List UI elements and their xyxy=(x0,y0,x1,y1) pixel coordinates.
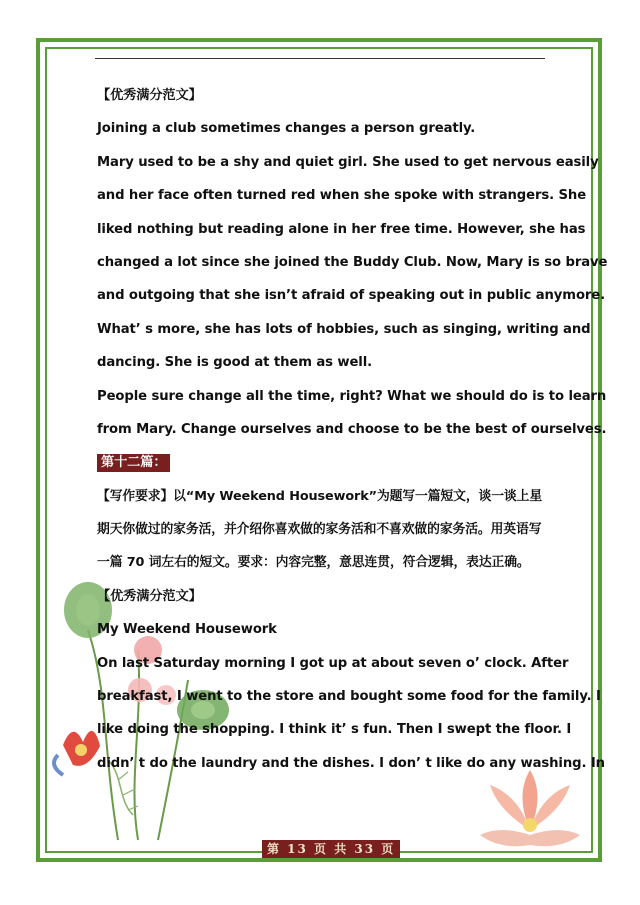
text-line: Mary used to be a shy and quiet girl. She used to get nervous easily xyxy=(97,154,599,170)
model-heading: 【优秀满分范文】 xyxy=(97,588,202,604)
text-line: What’ s more, she has lots of hobbies, such as singing, writing and xyxy=(97,321,591,337)
page-number-footer: 第 13 页 共 33 页 xyxy=(262,840,400,858)
text-line: didn’ t do the laundry and the dishes. I don’ t like do any washing. In xyxy=(97,755,605,771)
essay-title: My Weekend Housework xyxy=(97,622,277,638)
text-line: People sure change all the time, right? What we should do is to learn xyxy=(97,388,607,404)
text-line: 【优秀满分范文】 xyxy=(97,88,202,103)
document-body xyxy=(97,86,608,787)
text-line: liked nothing but reading alone in her free time. However, she has xyxy=(97,221,586,237)
text-line: and outgoing that she isn’t afraid of speaking out in public anymore. xyxy=(97,288,606,304)
text-line: from Mary. Change ourselves and choose to be the best of ourselves. xyxy=(97,421,607,437)
requirement-line: 一篇 70 词左右的短文。要求：内容完整，意思连贯，符合逻辑，表达正确。 xyxy=(97,555,530,571)
text-line: dancing. She is good at them as well. xyxy=(97,355,373,371)
text-line: breakfast, I went to the store and bought some food for the family. I xyxy=(97,689,601,705)
text-line: Joining a club sometimes changes a person greatly. xyxy=(97,121,476,137)
section-label: 第十二篇： xyxy=(97,454,170,472)
text-line: changed a lot since she joined the Buddy Club. Now, Mary is so brave xyxy=(97,254,608,270)
text-line: and her face often turned red when she spoke with strangers. She xyxy=(97,188,587,204)
text-line: like doing the shopping. I think it’ s fun. Then I swept the floor. I xyxy=(97,722,572,738)
section-label-row xyxy=(97,453,547,486)
text-line: On last Saturday morning I got up at about seven o’ clock. After xyxy=(97,655,569,671)
requirement-line: 期天你做过的家务活，并介绍你喜欢做的家务活和不喜欢做的家务活。用英语写 xyxy=(97,522,542,538)
requirement-line: 【写作要求】以“My Weekend Housework”为题写一篇短文，谈一谈上星 xyxy=(97,488,543,504)
header-rule xyxy=(95,58,545,59)
